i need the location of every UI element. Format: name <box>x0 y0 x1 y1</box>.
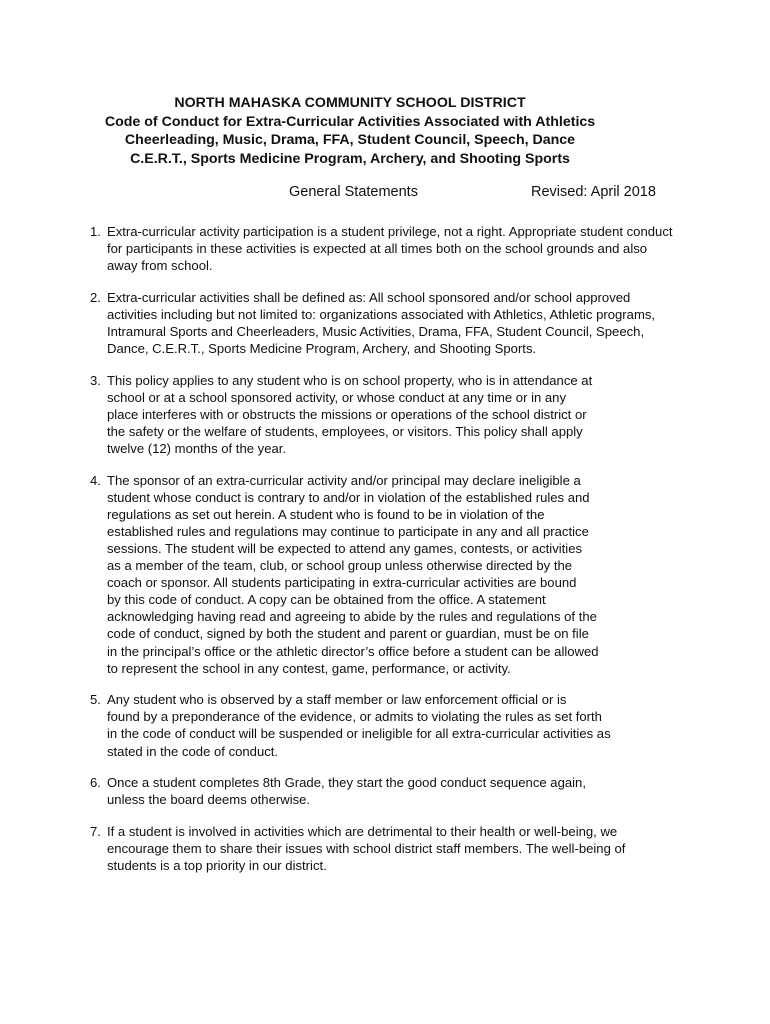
item-text-line: The sponsor of an extra-curricular activity and/or principal may declare ineligible a <box>107 472 581 488</box>
item-text-line: unless the board deems otherwise. <box>107 792 311 808</box>
item-text-line: student whose conduct is contrary to and/or in violation of the established rules and <box>107 489 590 505</box>
list-item <box>90 691 730 759</box>
item-text-line: sessions. The student will be expected to attend any games, contests, or activities <box>107 541 583 556</box>
item-text-line: by this code of conduct. A copy can be obtained from the office. A statement <box>107 592 546 608</box>
district-name: NORTH MAHASKA COMMUNITY SCHOOL DISTRICT <box>174 95 526 111</box>
item-text-line: students is a top priority in our district. <box>107 858 327 873</box>
item-number: 7. <box>90 823 101 839</box>
list-item <box>90 774 730 808</box>
item-text-line: Extra-curricular activities shall be defined as: All school sponsored and/or school approved <box>107 289 631 305</box>
item-text-line: acknowledging having read and agreeing to abide by the rules and regulations of the <box>107 609 597 625</box>
item-text-line: Extra-curricular activity participation is a student privilege, not a right. Appropriate student conduct <box>107 224 673 239</box>
item-text-line: in the principal’s office or the athletic director’s office before a student can be allowed <box>107 643 599 659</box>
item-text-line: stated in the code of conduct. <box>107 743 279 759</box>
section-heading: General Statements <box>289 184 418 200</box>
document-title <box>60 94 640 168</box>
item-text-line: If a student is involved in activities which are detrimental to their health or well-being, we <box>107 823 618 839</box>
item-text-line: for participants in these activities is expected at all times both on the school grounds and also <box>107 241 648 257</box>
item-number: 1. <box>90 224 101 239</box>
item-text-line: place interferes with or obstructs the missions or operations of the school district or <box>107 406 587 422</box>
item-text-line: Dance, C.E.R.T., Sports Medicine Program, Archery, and Shooting Sports. <box>107 341 537 357</box>
list-item <box>90 289 730 357</box>
item-number: 2. <box>90 289 101 305</box>
item-text-line: school or at a school sponsored activity, or whose conduct at any time or in any <box>107 389 567 405</box>
item-text-line: encourage them to share their issues with school district staff members. The well-being of <box>107 840 626 856</box>
item-text-line: found by a preponderance of the evidence, or admits to violating the rules as set forth <box>107 709 602 725</box>
list-item <box>90 823 730 874</box>
item-text-line: This policy applies to any student who is on school property, who is in attendance at <box>107 372 593 388</box>
item-text-line: away from school. <box>107 258 213 274</box>
item-text-line: in the code of conduct will be suspended or ineligible for all extra-curricular activities as <box>107 726 611 742</box>
item-text-line: Once a student completes 8th Grade, they start the good conduct sequence again, <box>107 775 586 791</box>
title-line: C.E.R.T., Sports Medicine Program, Archery, and Shooting Sports <box>130 150 570 167</box>
item-text-line: activities including but not limited to: organizations associated with Athletics, Athletic programs, <box>107 306 656 322</box>
item-text-line: code of conduct, signed by both the student and parent or guardian, must be on file <box>107 626 589 642</box>
statements-list <box>90 223 730 889</box>
item-number: 5. <box>90 692 101 708</box>
item-number: 3. <box>90 372 101 388</box>
item-text-line: Intramural Sports and Cheerleaders, Music Activities, Drama, FFA, Student Council, Speech, <box>107 323 645 339</box>
title-line: Code of Conduct for Extra-Curricular Activities Associated with Athletics <box>104 113 596 130</box>
title-line: Cheerleading, Music, Drama, FFA, Student Council, Speech, Dance <box>124 132 576 149</box>
item-text-line: coach or sponsor. All students participating in extra-curricular activities are bound <box>107 575 577 591</box>
revision-date: Revised: April 2018 <box>531 184 656 200</box>
item-text-line: as a member of the team, club, or school group unless otherwise directed by the <box>107 558 573 574</box>
list-item <box>90 223 730 274</box>
item-text-line: to represent the school in any contest, game, performance, or activity. <box>107 660 511 676</box>
item-number: 6. <box>90 775 101 791</box>
item-text-line: established rules and regulations may continue to participate in any and all practice <box>107 523 589 539</box>
list-item <box>90 372 730 457</box>
item-text-line: regulations as set out herein. A student who is found to be in violation of the <box>107 506 545 522</box>
list-item <box>90 472 730 677</box>
item-text-line: twelve (12) months of the year. <box>107 441 287 457</box>
item-text-line: Any student who is observed by a staff member or law enforcement official or is <box>107 692 567 708</box>
item-number: 4. <box>90 472 101 488</box>
item-text-line: the safety or the welfare of students, employees, or visitors. This policy shall apply <box>107 423 583 439</box>
